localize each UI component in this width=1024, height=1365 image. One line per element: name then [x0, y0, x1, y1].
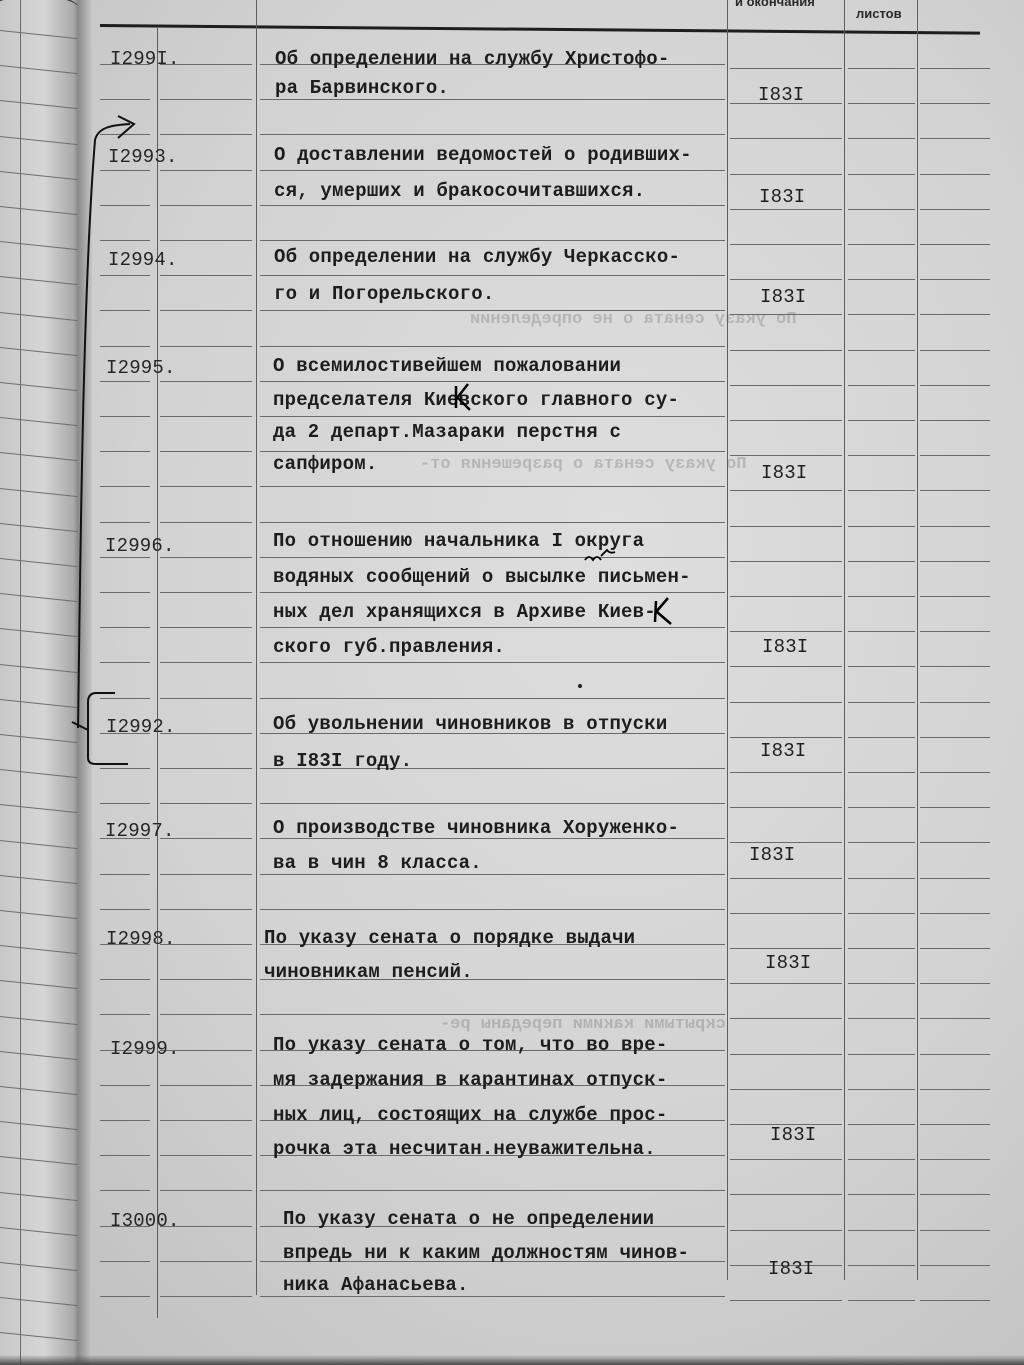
- case-title-line: ных лиц, состоящих на службе прос-: [273, 1104, 668, 1126]
- case-number: I2999.: [110, 1038, 180, 1060]
- case-year: I83I: [758, 84, 805, 106]
- case-title-line: ва в чин 8 класса.: [273, 852, 482, 874]
- case-year: I83I: [768, 1258, 815, 1280]
- case-title-line: Об определении на службу Христофо-: [275, 48, 670, 70]
- case-title-line: водяных сообщений о высылке письмен-: [273, 566, 691, 588]
- header-dates-column: и окончания: [735, 0, 815, 9]
- case-year: I83I: [760, 286, 807, 308]
- case-title-line: По указу сената о том, что во вре-: [273, 1034, 668, 1056]
- case-title-line: О производстве чиновника Хорyженко-: [273, 817, 680, 839]
- case-year: I83I: [749, 844, 796, 866]
- case-year: I83I: [770, 1124, 817, 1146]
- case-number: I3000.: [110, 1210, 180, 1232]
- case-title-line: Об определении на службу Черкасско-: [274, 246, 681, 268]
- case-year: I83I: [765, 952, 812, 974]
- case-title-line: Об увольнении чиновников в отпуски: [273, 713, 668, 735]
- case-title-line: го и Погорельского.: [274, 283, 495, 305]
- case-title-line: По указу сената о порядке выдачи: [264, 927, 636, 949]
- case-number: I2994.: [108, 249, 178, 271]
- header-sheets-column: листов: [856, 6, 902, 21]
- case-title-line: предселателя Киевского главного су-: [273, 389, 680, 411]
- case-title-line: ника Афанасьева.: [283, 1274, 469, 1296]
- case-title-line: О всемилостивейшем пожаловании: [273, 355, 622, 377]
- case-number: I2993.: [108, 146, 178, 168]
- handwritten-letter-k-icon: [456, 384, 470, 410]
- case-year: I83I: [762, 636, 809, 658]
- handwritten-correction-icon: [585, 550, 615, 560]
- case-title-line: ского губ.правления.: [273, 636, 506, 658]
- page-bottom-edge: [0, 1355, 1024, 1365]
- case-title-line: мя задержания в карантинах отпуск-: [273, 1069, 668, 1091]
- case-year: I83I: [760, 740, 807, 762]
- case-title-line: сапфиром.: [273, 453, 378, 475]
- case-title-line: впредь ни к каким должностям чинов-: [283, 1242, 690, 1264]
- case-number: I2997.: [105, 820, 175, 842]
- case-title-line: да 2 департ.Мазараки перстня с: [273, 421, 622, 443]
- case-title-line: ра Барвинского.: [275, 77, 450, 99]
- case-number: I2992.: [106, 716, 176, 738]
- case-title-line: чиновникам пенсий.: [264, 961, 473, 983]
- case-number: I2995.: [106, 357, 176, 379]
- case-title-line: О доставлении ведомостей о родивших-: [274, 144, 692, 166]
- case-title-line: ных дел хранящихся в Архиве Киев-: [273, 601, 656, 623]
- case-title-line: в I83I году.: [273, 750, 413, 772]
- case-number: I299I.: [110, 48, 180, 70]
- case-title-line: рочка эта несчитан.неуважительна.: [273, 1138, 656, 1160]
- case-number: I2996.: [105, 535, 175, 557]
- case-title-line: ся, умерших и бракосочитавшихся.: [274, 180, 646, 202]
- handwritten-letter-k-icon: [655, 598, 671, 624]
- case-title-line: По указу сената о не определении: [283, 1208, 655, 1230]
- bleed-through-text: По указу сената о разрешения от-: [420, 455, 747, 474]
- handwritten-arrow-icon: [78, 116, 134, 728]
- bleed-through-text: По указу сената о не определении: [470, 310, 797, 329]
- bleed-through-text: скрытыми какими переданы ре-: [440, 1015, 726, 1034]
- case-year: I83I: [759, 186, 806, 208]
- handwritten-bracket-icon: [88, 693, 128, 764]
- case-title-line: По отношению начальника I округа: [273, 530, 645, 552]
- case-number: I2998.: [106, 928, 176, 950]
- case-year: I83I: [761, 462, 808, 484]
